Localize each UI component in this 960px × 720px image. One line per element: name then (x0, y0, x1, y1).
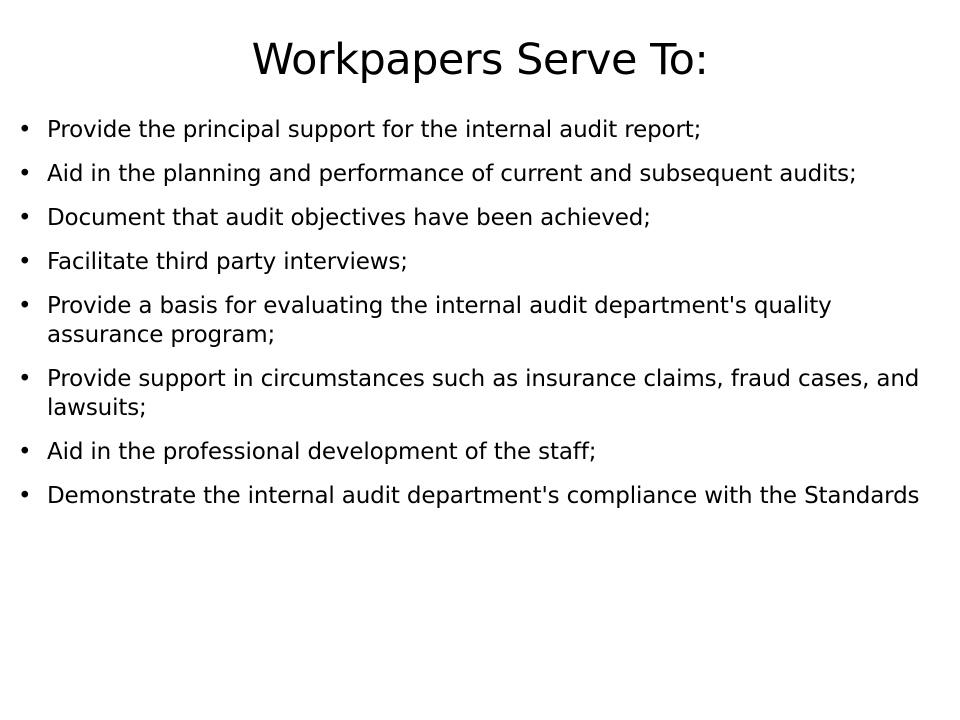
bullet-icon: • (18, 117, 32, 143)
bullet-icon: • (18, 293, 32, 319)
bullet-item (18, 438, 948, 467)
bullet-text: Aid in the planning and performance of current and subsequent audits; (47, 161, 857, 187)
bullet-icon: • (18, 205, 32, 231)
bullet-text: Aid in the professional development of the staff; (47, 439, 597, 465)
bullet-text: Provide support in circumstances such as insurance claims, fraud cases, and lawsuits; (47, 366, 920, 421)
bullet-item (18, 160, 948, 189)
bullet-icon: • (18, 249, 32, 275)
bullet-icon: • (18, 366, 32, 392)
bullet-item (18, 292, 948, 350)
bullet-item (18, 365, 948, 423)
bullet-item (18, 204, 948, 233)
bullet-text: Provide a basis for evaluating the internal audit department's quality assurance program; (47, 293, 832, 348)
bullet-text: Demonstrate the internal audit department's compliance with the Standards (47, 483, 920, 509)
bullet-list (18, 116, 948, 526)
bullet-icon: • (18, 483, 32, 509)
bullet-item (18, 116, 948, 145)
bullet-text: Provide the principal support for the internal audit report; (47, 117, 702, 143)
slide-title: Workpapers Serve To: (251, 35, 709, 85)
bullet-item (18, 482, 948, 511)
bullet-text: Document that audit objectives have been achieved; (47, 205, 651, 231)
bullet-text: Facilitate third party interviews; (47, 249, 408, 275)
bullet-item (18, 248, 948, 277)
bullet-icon: • (18, 439, 32, 465)
bullet-icon: • (18, 161, 32, 187)
